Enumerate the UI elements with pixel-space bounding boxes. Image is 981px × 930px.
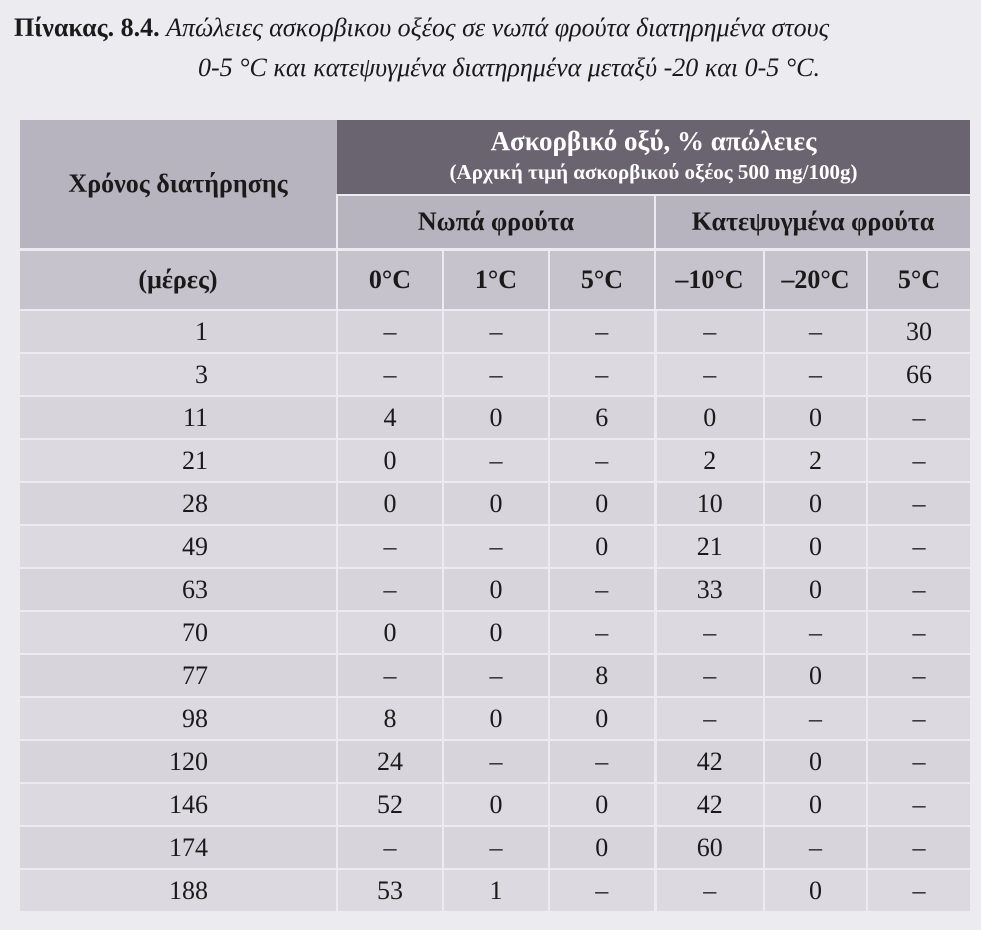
loss-value-cell: – <box>655 611 764 654</box>
loss-value-cell: 8 <box>549 654 655 697</box>
table-row <box>20 482 970 525</box>
loss-value-cell: 42 <box>655 783 764 826</box>
storage-days-cell: 146 <box>20 783 337 826</box>
loss-value-cell: – <box>443 439 549 482</box>
loss-value-cell: 0 <box>764 654 867 697</box>
table-row <box>20 310 970 353</box>
loss-value-cell: – <box>337 310 443 353</box>
header-temp: 5°C <box>867 250 970 311</box>
header-temp: 0°C <box>337 250 443 311</box>
loss-value-cell: 0 <box>549 783 655 826</box>
loss-value-cell: 60 <box>655 826 764 869</box>
header-main-title: Ασκορβικό οξύ, % απώλειες <box>490 126 817 156</box>
loss-value-cell: – <box>549 740 655 783</box>
loss-value-cell: 0 <box>764 869 867 911</box>
loss-value-cell: 0 <box>764 783 867 826</box>
loss-value-cell: – <box>549 568 655 611</box>
loss-value-cell: 0 <box>443 568 549 611</box>
loss-value-cell: 0 <box>337 611 443 654</box>
loss-value-cell: 52 <box>337 783 443 826</box>
loss-value-cell: 2 <box>764 439 867 482</box>
storage-days-cell: 188 <box>20 869 337 911</box>
loss-value-cell: 0 <box>337 482 443 525</box>
loss-value-cell: 1 <box>443 869 549 911</box>
loss-value-cell: – <box>549 611 655 654</box>
loss-value-cell: – <box>655 310 764 353</box>
loss-value-cell: – <box>549 353 655 396</box>
loss-value-cell: 30 <box>867 310 970 353</box>
loss-value-cell: – <box>867 568 970 611</box>
loss-value-cell: – <box>867 482 970 525</box>
loss-value-cell: – <box>443 353 549 396</box>
loss-value-cell: 0 <box>443 783 549 826</box>
table-row <box>20 740 970 783</box>
table-row <box>20 568 970 611</box>
table-row <box>20 783 970 826</box>
loss-value-cell: – <box>867 396 970 439</box>
loss-value-cell: 0 <box>549 482 655 525</box>
loss-value-cell: – <box>867 783 970 826</box>
loss-value-cell: – <box>337 525 443 568</box>
loss-value-cell: – <box>337 654 443 697</box>
loss-value-cell: – <box>764 697 867 740</box>
loss-value-cell: 0 <box>337 439 443 482</box>
header-days-unit: (μέρες) <box>20 250 337 311</box>
loss-value-cell: 0 <box>764 568 867 611</box>
table-row <box>20 396 970 439</box>
loss-value-cell: – <box>867 826 970 869</box>
loss-value-cell: – <box>867 869 970 911</box>
loss-value-cell: – <box>764 611 867 654</box>
loss-value-cell: – <box>867 697 970 740</box>
loss-value-cell: – <box>337 568 443 611</box>
caption-line-2: 0-5 °C και κατεψυγμένα διατηρημένα μεταξύ -20 και 0-5 °C. <box>198 53 820 82</box>
loss-value-cell: – <box>337 826 443 869</box>
loss-value-cell: 0 <box>764 525 867 568</box>
loss-value-cell: – <box>443 525 549 568</box>
loss-value-cell: 0 <box>443 611 549 654</box>
loss-value-cell: – <box>655 697 764 740</box>
loss-value-cell: 0 <box>443 396 549 439</box>
loss-value-cell: – <box>549 310 655 353</box>
loss-value-cell: 0 <box>549 826 655 869</box>
storage-days-cell: 120 <box>20 740 337 783</box>
storage-days-cell: 49 <box>20 525 337 568</box>
storage-days-cell: 21 <box>20 439 337 482</box>
group-fresh-fruit: Νωπά φρούτα <box>337 195 655 250</box>
loss-value-cell: 8 <box>337 697 443 740</box>
header-temp: 5°C <box>549 250 655 311</box>
storage-days-cell: 3 <box>20 353 337 396</box>
loss-value-cell: 6 <box>549 396 655 439</box>
storage-days-cell: 28 <box>20 482 337 525</box>
loss-value-cell: – <box>867 525 970 568</box>
table-row <box>20 869 970 911</box>
header-initial-value: (Αρχική τιμή ασκορβικού οξέος 500 mg/100g) <box>449 160 858 184</box>
storage-days-cell: 1 <box>20 310 337 353</box>
loss-value-cell: – <box>764 353 867 396</box>
loss-value-cell: 0 <box>549 525 655 568</box>
storage-days-cell: 174 <box>20 826 337 869</box>
loss-value-cell: 10 <box>655 482 764 525</box>
loss-value-cell: – <box>867 740 970 783</box>
table-row <box>20 353 970 396</box>
header-temp: –20°C <box>764 250 867 311</box>
loss-value-cell: – <box>764 826 867 869</box>
group-frozen-fruit: Κατεψυγμένα φρούτα <box>655 195 970 250</box>
loss-value-cell: – <box>655 353 764 396</box>
loss-value-cell: 0 <box>764 396 867 439</box>
loss-value-cell: 53 <box>337 869 443 911</box>
loss-value-cell: – <box>443 740 549 783</box>
loss-value-cell: 42 <box>655 740 764 783</box>
table-row <box>20 439 970 482</box>
loss-value-cell: – <box>443 310 549 353</box>
loss-value-cell: – <box>549 869 655 911</box>
loss-value-cell: 0 <box>764 482 867 525</box>
table-row <box>20 654 970 697</box>
header-temp: 1°C <box>443 250 549 311</box>
loss-value-cell: – <box>764 310 867 353</box>
table-row <box>20 611 970 654</box>
header-storage-time: Χρόνος διατήρησης <box>20 120 337 250</box>
loss-value-cell: 0 <box>764 740 867 783</box>
loss-value-cell: – <box>867 611 970 654</box>
loss-value-cell: 0 <box>443 697 549 740</box>
loss-value-cell: – <box>655 654 764 697</box>
table-caption <box>14 10 974 82</box>
loss-value-cell: 0 <box>655 396 764 439</box>
table-row <box>20 525 970 568</box>
header-ascorbic-loss <box>337 120 970 195</box>
header-temp: –10°C <box>655 250 764 311</box>
storage-days-cell: 11 <box>20 396 337 439</box>
table-body <box>20 310 970 911</box>
storage-days-cell: 70 <box>20 611 337 654</box>
storage-days-cell: 77 <box>20 654 337 697</box>
loss-value-cell: – <box>443 826 549 869</box>
loss-value-cell: 33 <box>655 568 764 611</box>
caption-label: Πίνακας. 8.4. <box>14 13 160 42</box>
loss-value-cell: – <box>867 439 970 482</box>
loss-value-cell: 0 <box>549 697 655 740</box>
loss-value-cell: – <box>655 869 764 911</box>
loss-value-cell: – <box>867 654 970 697</box>
loss-value-cell: 24 <box>337 740 443 783</box>
table-row <box>20 826 970 869</box>
loss-value-cell: 2 <box>655 439 764 482</box>
ascorbic-acid-loss-table <box>20 120 970 911</box>
loss-value-cell: – <box>337 353 443 396</box>
loss-value-cell: 0 <box>443 482 549 525</box>
loss-value-cell: – <box>443 654 549 697</box>
loss-value-cell: 4 <box>337 396 443 439</box>
storage-days-cell: 98 <box>20 697 337 740</box>
loss-value-cell: – <box>549 439 655 482</box>
table-row <box>20 697 970 740</box>
loss-value-cell: 21 <box>655 525 764 568</box>
loss-value-cell: 66 <box>867 353 970 396</box>
caption-line-1: Απώλειες ασκορβικου οξέος σε νωπά φρούτα διατηρημένα στους <box>166 13 830 42</box>
storage-days-cell: 63 <box>20 568 337 611</box>
